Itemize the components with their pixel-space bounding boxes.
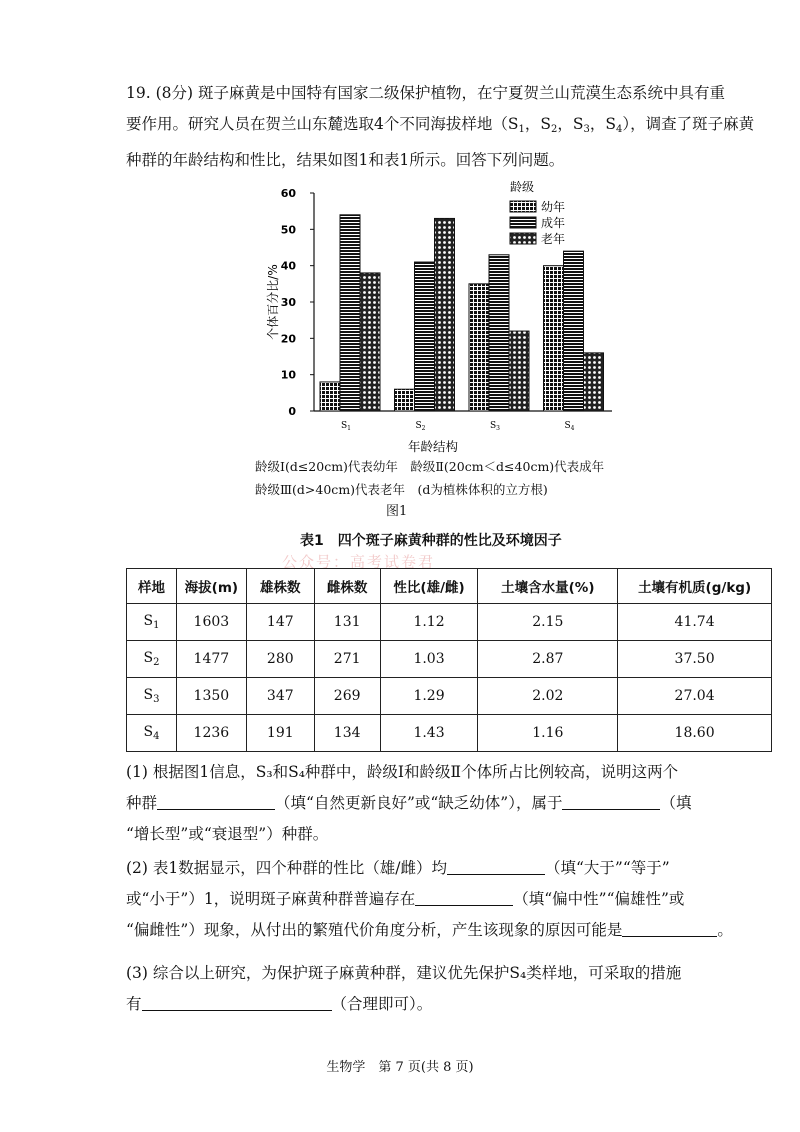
q2-blank-3[interactable] [622, 920, 717, 937]
question-3 [126, 958, 766, 1020]
question-number: 19. (8分) [126, 84, 194, 102]
q3-line-1: (3) 综合以上研究，为保护斑子麻黄种群，建议优先保护S₄类样地，可采取的措施 [126, 964, 682, 982]
q3-blank-1[interactable] [142, 994, 332, 1011]
x-tick-label: $S_3$ [490, 421, 500, 432]
figure-caption-2: 龄级Ⅲ(d>40cm)代表老年 (d为植株体积的立方根) [255, 482, 548, 497]
col-header: 土壤有机质(g/kg) [618, 569, 772, 604]
question-1 [126, 757, 766, 850]
q2-line-3 [126, 915, 766, 946]
x-tick-label: $S_1$ [341, 421, 351, 432]
legend-swatch [510, 217, 536, 228]
question-intro-2d: ，S [589, 115, 616, 133]
bar-s3-series-0 [469, 284, 489, 411]
bar-s1-series-2 [360, 273, 380, 411]
table-cell: 1603 [176, 604, 246, 641]
question-intro-2a: 要作用。研究人员在贺兰山东麓选取4个不同海拔样地（S [126, 115, 519, 133]
q1-line-3: “增长型”或“衰退型”）种群。 [126, 825, 329, 843]
table-row [127, 715, 772, 752]
y-tick-label: 40 [280, 259, 296, 273]
figure-1-chart [262, 175, 642, 455]
table-cell: 1236 [176, 715, 246, 752]
q1-text-c: （填 [660, 794, 692, 812]
table-cell: 27.04 [618, 678, 772, 715]
table-cell: 347 [246, 678, 314, 715]
sub-2: 2 [550, 124, 558, 135]
x-tick-label: $S_2$ [415, 421, 426, 432]
bar-s3-series-1 [489, 255, 509, 411]
q1-blank-2[interactable] [562, 793, 660, 810]
q3-text-b: （合理即可）。 [331, 995, 433, 1013]
table-cell: 2.02 [478, 678, 618, 715]
q2-text-b: （填“大于”“等于” [544, 859, 670, 877]
table-cell: 271 [314, 641, 380, 678]
col-header: 土壤含水量(%) [478, 569, 618, 604]
q2-text-c: 或“小于”）1，说明斑子麻黄种群普遍存在 [126, 890, 416, 908]
site-subscript: 4 [153, 731, 160, 742]
table-cell: 280 [246, 641, 314, 678]
sub-4: 4 [615, 124, 623, 135]
x-tick-label: $S_4$ [564, 421, 575, 432]
site-letter: S [143, 613, 154, 629]
table-cell: 1.29 [380, 678, 478, 715]
table-cell: 134 [314, 715, 380, 752]
site-cell [127, 604, 177, 641]
question-intro-2c: ，S [557, 115, 584, 133]
table-title: 表1 四个斑子麻黄种群的性比及环境因子 [300, 533, 562, 549]
table-cell: 18.60 [618, 715, 772, 752]
q2-text-e: “偏雌性”）现象，从付出的繁殖代价角度分析，产生该现象的原因可能是 [126, 921, 623, 939]
legend-title: 龄级 [510, 180, 535, 194]
q1-line-2 [126, 788, 766, 819]
bar-s4-series-2 [584, 353, 604, 411]
table-cell: 2.15 [478, 604, 618, 641]
bar-s4-series-0 [544, 266, 564, 411]
site-subscript: 1 [153, 620, 160, 631]
col-header: 雌株数 [314, 569, 380, 604]
question-intro-2b: ，S [524, 115, 551, 133]
q2-blank-2[interactable] [415, 889, 513, 906]
table-1 [126, 568, 772, 752]
table-cell: 1.12 [380, 604, 478, 641]
site-subscript: 3 [153, 694, 160, 705]
col-header: 海拔(m) [176, 569, 246, 604]
table-cell: 1.03 [380, 641, 478, 678]
table-cell: 1.43 [380, 715, 478, 752]
y-tick-label: 30 [280, 296, 296, 309]
bar-s2-series-2 [435, 218, 455, 411]
question-stem [126, 78, 766, 176]
q2-line-2 [126, 884, 766, 915]
table-cell: 37.50 [618, 641, 772, 678]
site-letter: S [143, 687, 154, 703]
table-cell: 41.74 [618, 604, 772, 641]
col-header: 样地 [127, 569, 177, 604]
y-tick-label: 60 [280, 187, 296, 200]
q2-text-f: 。 [717, 921, 733, 939]
question-intro-2e: ），调查了斑子麻黄 [622, 115, 755, 133]
col-header: 性比(雄/雌) [380, 569, 478, 604]
table-row [127, 641, 772, 678]
q2-line-1 [126, 853, 766, 884]
table-cell: 1350 [176, 678, 246, 715]
question-intro-1: 斑子麻黄是中国特有国家二级保护植物，在宁夏贺兰山荒漠生态系统中具有重 [197, 84, 725, 102]
q1-line-1: (1) 根据图1信息，S₃和S₄种群中，龄级Ⅰ和龄级Ⅱ个体所占比例较高，说明这两个 [126, 763, 679, 781]
page-footer: 生物学 第 7 页(共 8 页) [326, 1060, 474, 1075]
table-row [127, 604, 772, 641]
sub-1: 1 [518, 124, 525, 135]
bar-s2-series-0 [395, 389, 415, 411]
table-cell: 191 [246, 715, 314, 752]
q2-blank-1[interactable] [447, 858, 545, 875]
x-axis-label: 年龄结构 [407, 439, 459, 454]
table-cell: 147 [246, 604, 314, 641]
y-tick-label: 20 [280, 332, 296, 346]
y-axis-label: 个体百分比/% [266, 264, 280, 340]
question-intro-3: 种群的年龄结构和性比，结果如图1和表1所示。回答下列问题。 [126, 151, 565, 169]
table-cell: 269 [314, 678, 380, 715]
legend-label: 幼年 [541, 200, 566, 214]
sub-3: 3 [583, 124, 590, 135]
question-2 [126, 853, 766, 946]
question-line-1 [126, 78, 766, 109]
figure-label: 图1 [386, 504, 408, 519]
q2-text-a: (2) 表1数据显示，四个种群的性比（雄/雌）均 [126, 859, 447, 877]
bar-s2-series-1 [415, 262, 435, 411]
table-header-row [127, 569, 772, 604]
q1-text-b: （填“自然更新良好”或“缺乏幼体”），属于 [275, 794, 563, 812]
site-subscript: 2 [153, 657, 160, 668]
figure-caption-1: 龄级Ⅰ(d≤20cm)代表幼年 龄级Ⅱ(20cm＜d≤40cm)代表成年 [255, 459, 605, 474]
table-row [127, 678, 772, 715]
bar-s1-series-1 [340, 215, 360, 411]
legend-swatch [510, 201, 536, 212]
table-cell: 131 [314, 604, 380, 641]
col-header: 雄株数 [246, 569, 314, 604]
q3-line-2 [126, 989, 766, 1020]
site-letter: S [143, 650, 154, 666]
table-cell: 2.87 [478, 641, 618, 678]
site-cell [127, 641, 177, 678]
table-cell: 1.16 [478, 715, 618, 752]
y-tick-label: 0 [288, 405, 296, 418]
question-line-2 [126, 109, 766, 145]
y-tick-label: 50 [280, 223, 296, 237]
bar-chart [262, 175, 642, 455]
legend-label: 老年 [541, 232, 566, 246]
bar-s4-series-1 [564, 251, 584, 411]
q3-text-a: 有 [126, 995, 142, 1013]
q2-text-d: （填“偏中性”“偏雄性”或 [513, 890, 685, 908]
q1-text-a: 种群 [126, 794, 158, 812]
legend-label: 成年 [541, 216, 566, 230]
site-cell [127, 715, 177, 752]
bar-s3-series-2 [509, 331, 529, 411]
watermark: 公众号：高考试卷君 [282, 553, 436, 571]
legend-swatch [510, 233, 536, 244]
table-cell: 1477 [176, 641, 246, 678]
q1-blank-1[interactable] [157, 793, 275, 810]
site-cell [127, 678, 177, 715]
y-tick-label: 10 [280, 368, 296, 382]
site-letter: S [143, 724, 154, 740]
bar-s1-series-0 [320, 382, 340, 411]
